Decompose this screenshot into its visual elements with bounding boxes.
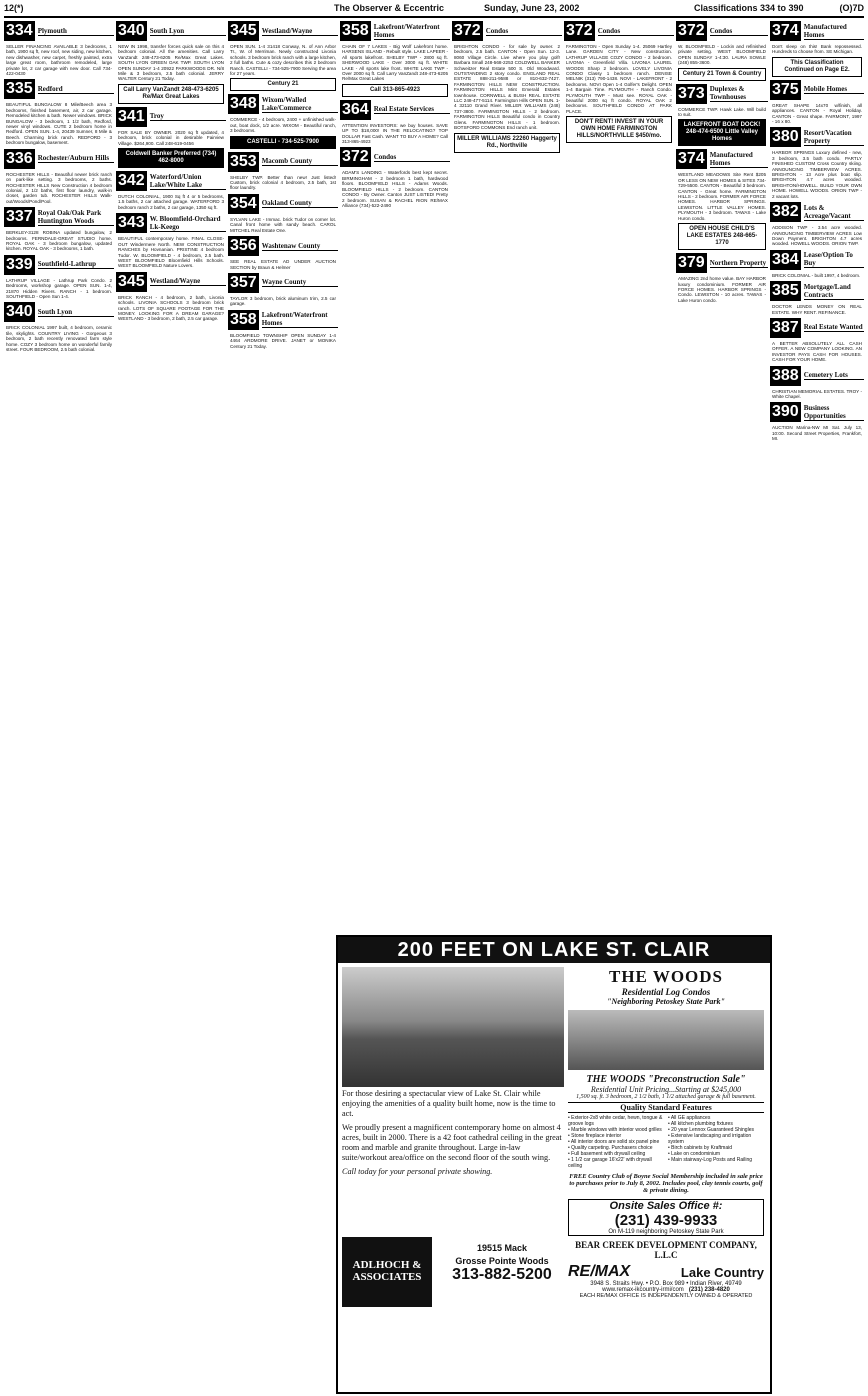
remax-office: Lake Country bbox=[680, 1264, 764, 1280]
listing-text: ROCHESTER HILLS - Beautiful newer brick ranch on park-like setting. 3 bedrooms, 2 baths. ROCHESTER HILLS New Construction 4 bedroom colonial, 2 1/2 baths, first floor laundry, walk-in closet, garden tub. ROCHESTER HILLS Walk-out/Woods/Pond/Pool. bbox=[6, 171, 112, 204]
classification-header bbox=[564, 20, 674, 42]
classification-header bbox=[770, 401, 864, 423]
classification-number: 364 bbox=[342, 100, 369, 118]
classified-column bbox=[228, 18, 338, 933]
classification-label: Lots & Acreage/Vacant bbox=[804, 204, 864, 221]
agent-logo bbox=[342, 1237, 432, 1307]
classification-label: Royal Oak/Oak Park Huntington Woods bbox=[38, 209, 114, 226]
classification-label: Manufactured Homes bbox=[710, 151, 768, 168]
classification-label: Lakefront/Waterfront Homes bbox=[374, 23, 450, 40]
classification-header bbox=[116, 271, 226, 293]
classification-label: Resort/Vacation Property bbox=[804, 129, 864, 146]
boxed-ad: Coldwell Banker Preferred (734) 462-8000 bbox=[118, 148, 224, 168]
lake-ad-copy bbox=[342, 1089, 564, 1177]
classification-label: Washtenaw County bbox=[262, 242, 338, 251]
sales-office-box bbox=[568, 1199, 764, 1236]
classification-label: Condos bbox=[598, 27, 674, 36]
classification-number: 372 bbox=[566, 22, 593, 39]
classification-number: 374 bbox=[772, 22, 799, 39]
paper-name: The Observer & Eccentric bbox=[334, 3, 445, 13]
listing-text: ADAM'S LANDING - Waterfords best kept secret. BIRMINGHAM - 2 bedroom 1 bath, hardwood floors. BLOOMFIELD HILLS - Adams Woods. BLOOMFIELD HILLS - 2 bedroom. CANTON CONDO - By Owner. Canton JUST LISTED! Pretty 2 bedroom. SUSAN & RACHEL RION RE/MAX Alliance (734)-522-2490 bbox=[342, 170, 448, 208]
classification-number: 375 bbox=[772, 80, 799, 98]
classification-header bbox=[770, 79, 864, 101]
classification-number: 345 bbox=[230, 22, 257, 39]
boxed-ad: Century 21 Town & Country bbox=[678, 68, 766, 81]
boxed-ad: MILLER WILLIAMS 22260 Haggerty Rd., Northville bbox=[454, 133, 560, 153]
classification-label: Lakefront/Waterfront Homes bbox=[262, 311, 338, 328]
classification-number: 358 bbox=[342, 22, 369, 39]
page-number-left: 12(*) bbox=[4, 3, 24, 13]
remax-note: EACH RE/MAX OFFICE IS INDEPENDENTLY OWNED & OPERATED bbox=[579, 1293, 753, 1299]
classification-label: Condos bbox=[710, 27, 768, 36]
classification-label: Westland/Wayne bbox=[262, 27, 338, 36]
classification-header bbox=[4, 301, 114, 323]
issue-date: Sunday, June 23, 2002 bbox=[484, 3, 580, 13]
woods-pricing-note: 1,500 sq. ft. 3 bedroom, 2 1/2 bath, 1 1/2 attached garage & full basement. bbox=[576, 1094, 756, 1100]
classification-number: 340 bbox=[6, 303, 33, 321]
classification-number: 353 bbox=[230, 152, 257, 170]
listing-text: LATHRUP VILLAGE - Lathrup Park Condo. 2 Bedrooms, workshop garage. OPEN SUN. 1-4, 21870 Hidden Rivers. RANCH - 1 bedroom. SOUTHFIELD - Open Sun 1-4. bbox=[6, 277, 112, 299]
features-list bbox=[568, 1115, 764, 1169]
classification-label: Macomb County bbox=[262, 157, 338, 166]
agent-name: ADLHOCH & ASSOCIATES bbox=[352, 1259, 422, 1283]
listing-text: AMAZING 2nd home value. BAY HARBOR luxury condominium. FORMER AIR FORCE HOMES. HARBOR SPRINGS - Condo. LEWISTON - 10 acres. TAWAS - Lake Huron condo. bbox=[678, 276, 766, 303]
classification-header bbox=[676, 252, 768, 274]
classification-header bbox=[340, 20, 450, 42]
classification-label: Westland/Wayne bbox=[150, 277, 226, 286]
classification-label: South Lyon bbox=[150, 27, 226, 36]
office-location: On M-119 neighboring Petoskey State Park bbox=[608, 1229, 724, 1235]
agent-phone: 313-882-5200 bbox=[452, 1266, 552, 1283]
classification-label: Oakland County bbox=[262, 199, 338, 208]
classification-number: 339 bbox=[6, 255, 33, 273]
listing-text: SYLVAN LAKE - Immac. brick Tudor on corner lot. Canal front home with sandy beach. CAROL MITCHEL Real Estate One. bbox=[230, 216, 336, 233]
listing-text: COMMERCE - 4 bedroom, 2400 + unfinished walk-out, boat dock, 1/2 acre. WIXOM - Beautiful ranch, 3 bedrooms. bbox=[230, 117, 336, 134]
classification-header bbox=[116, 212, 226, 234]
classification-header bbox=[676, 148, 768, 170]
classification-header bbox=[770, 201, 864, 223]
classification-number: 334 bbox=[6, 22, 33, 39]
feature-item: • Full basement with drywall ceiling bbox=[568, 1151, 646, 1157]
listing-text: DUTCH COLONIAL, 1900 Sq ft 4 or 5 bedrooms, 1.5 baths, 2 car attached garage. WATERFORD 3 bedroom ranch 2 baths, 2 car garage, 1350 sq ft. bbox=[118, 194, 224, 210]
classification-number: 345 bbox=[118, 272, 145, 290]
listing-text: GREAT SHAPE 14x70 w/finish, all appliances. CANTON - Royal Holiday. CANTON - Great shape. FAIRMONT, 1997 - 16 x 80. bbox=[772, 102, 862, 125]
classification-number: 372 bbox=[678, 22, 705, 39]
listing-text: BERKLEY-3128 ROBINA updated bungalow, 2 bedrooms. FERNDALE-GREAT STUDIO home. ROYAL OAK - 3 bedroom bungalow, updated kitchen. ROYAL OAK - 3 bedrooms, 1 bath. bbox=[6, 230, 112, 252]
classification-number: 372 bbox=[454, 22, 481, 39]
listing-text: BRIGHTON CONDO - for sale by owner. 2 bedroom, 2.5 bath. CANTON - Open Sun. 12-3. 8060 Village Circle. Live where you play golf! Barbara Small 248-568-2253 COLDWELL BANKER Schweitzer Real Estate 500 S. Old Woodward. OUTSTANDING 2 story condo. ENGLAND REAL ESTATE 888-211-9588 or 810-632-7427. FARMINGTON HILLS NEW CONSTRUCTION. FARMINGTON HILLS Mint Emerald Estates townhouse. CORNWELL & BUSH REAL ESTATE LLC 248-477-5114. Farmington Hills OPEN SUN. 1-4 32110 Grand River. MILLER WILLIAMS (248) 737-3800. FARMINGTON HILLS - 2 bedroom. FARMINGTON HILLS Beautiful condo in Country Glens. FARMINGTON HILLS - 1 bedroom. BOTSFORD COMMONS End ranch unit. bbox=[454, 44, 560, 131]
classification-number: 354 bbox=[230, 194, 257, 212]
feature-item: • All interior doors are solid six panel pine bbox=[568, 1139, 660, 1145]
classification-header bbox=[4, 254, 114, 276]
office-title: Onsite Sales Office #: bbox=[609, 1200, 723, 1212]
classified-column bbox=[116, 18, 226, 1392]
classification-number: 336 bbox=[6, 149, 33, 167]
classification-header bbox=[4, 20, 114, 42]
boxed-ad: Century 21 bbox=[230, 78, 336, 91]
classification-header bbox=[770, 365, 864, 387]
listing-text: SEE REAL ESTATE AD UNDER AUCTION SECTION by Braun & Helmer bbox=[230, 259, 336, 270]
section-range: Classifications 334 to 390 bbox=[694, 3, 804, 13]
listing-text: BEAUTIFUL contemporary home. FINAL CLOSE-OUT Windermere North. NEW CONSTRUCTION RANCHES by Hovnanian. PRISTINE 4 bedroom Tudor. W. BLOOMFIELD - 4 bedroom, 2.5 bath. WEST BLOOMFIELD Bloomfield Hills Schools. WEST BLOOMFIELD Nature Lovers. bbox=[118, 236, 224, 269]
classification-header bbox=[228, 309, 338, 331]
listing-text: WESTLAND MEADOWS Site Rent $205 OR LESS ON NEW HOMES & SITES 734-729-5500. CANTON - Beautiful 3 bedroom. CANTON - Great home. FARMINGTON HILLS - 2 bedroom. FORMER AIR FORCE HOMES. HARBOR SPRINGS. LEWISTON. LITTLE VALLEY HOMES. PLYMOUTH - 3 bedroom. TAWAS - Lake Huron condo. bbox=[678, 172, 766, 221]
listing-text: HARBOR SPRINGS Luxury defined - new, 3 bedroom, 3.5 bath condo. PARTLY FINISHED CUSTOM Cross Country skiing. ANNOUNCING TIMBERVIEW ACRES. BRIGHTON - 13 Acre plus boat slip. BRIGHTON 4.7 acres wooded. BRIGHTON/HOWELL. BUILD YOUR OWN HOME. HOWELL WOODS. ORION TWP - 2 vacant lots. bbox=[772, 150, 862, 199]
address-line: 19515 Mack bbox=[476, 1243, 528, 1253]
classification-number: 341 bbox=[118, 107, 145, 125]
classification-header bbox=[340, 99, 450, 121]
classification-header bbox=[770, 20, 864, 42]
lake-ad-address bbox=[442, 1242, 562, 1281]
classification-number: 343 bbox=[118, 214, 145, 232]
boxed-ad: Call Larry VanZandt 248-473-6205 Re/Max Great Lakes bbox=[118, 84, 224, 104]
remax-block bbox=[568, 1263, 764, 1281]
classification-number: 335 bbox=[6, 80, 33, 98]
listing-text: BLOOMFIELD TOWNSHIP OPEN SUNDAY 1-4 4464 ARDMORE DRIVE. JANET or MONIKA Century 21 Today. bbox=[230, 332, 336, 349]
boxed-ad: OPEN HOUSE CHILD'S LAKE ESTATES 248-665-1770 bbox=[678, 223, 766, 250]
boxed-ad: CASTELLI - 734-525-7900 bbox=[230, 136, 336, 149]
feature-item: • Exterior-2x8 white cedar, hewn, tongue & groove logs bbox=[568, 1115, 663, 1127]
classification-number: 374 bbox=[678, 150, 705, 168]
classified-column bbox=[4, 18, 114, 1392]
feature-item: • Extensive landscaping and irrigation system bbox=[668, 1133, 752, 1145]
listing-text: BRICK COLONIAL 1997 built, 4 bedroom, ceramic tile, skylights. COUNTRY LIVING - Gorgeous 3 bedroom, 2 bath recently renovated farm style home. COZY 3 bedroom home on wonderful family street. FOUR BEDROOM, 2.5 bath colonial. bbox=[6, 325, 112, 352]
listing-text: W. BLOOMFIELD - Lockin and refinished private setting. WEST BLOOMFIELD OPEN SUNDAY 1-4:30. LAURA SOWLE (248) 855-3600. bbox=[678, 44, 766, 66]
listing-text: NEW IN 1998, transfer forces quick sale on this 4 bedroom colonial. All the amenities. Call Larry VanZandt 248-473-6205 Re/Max Great Lakes. SOUTH LYON GREEN OAK TWP. SOUTH LYON OPEN SUNDAY 1-4 20922 PARKWOODS DR. N/8 Mile & 3 bedroom, 2.5 bath colonial. JERRY WALTER Century 21 Today. bbox=[118, 44, 224, 82]
classification-header bbox=[228, 93, 338, 115]
listing-text: SELLER FINANCING AVAILABLE 3 bedrooms, 1 bath, 1900 sq ft, new roof, new siding, new kitchen, new dishwasher, new carpet, freshly painted, extra large great room, bathroom remodeled, large private lot, 2 car garage with new door. Call 734-422-0430 bbox=[6, 44, 112, 77]
listing-text: OPEN SUN. 1-4 31418 Conway, N. of Ann Arbor Tr., W. of Merriman. Newly constructed Livonia schools. 3 bedroom brick ranch with a large kitchen, 2 full baths. Cute & cozy describes this 2 bedroom Ranch. CASTELLI - 734-525-7900 Serving the area for 27 years. bbox=[230, 44, 336, 77]
display-ad-area bbox=[336, 935, 772, 1394]
classification-number: 388 bbox=[772, 366, 799, 384]
classification-number: 385 bbox=[772, 282, 799, 300]
listing-text: A BETTER ABSOLUTELY ALL CASH OFFER. A NEW COMPANY LOOKING. AN INVESTOR PAYS CASH FOR HOUSES. CASH FOR YOUR HOME. bbox=[772, 340, 862, 363]
classification-number: 384 bbox=[772, 250, 799, 268]
classification-number: 373 bbox=[678, 84, 705, 102]
listing-text: BRICK RANCH - 4 bedroom, 2 bath, Livonia schools. LIVONIA SCHOOLS 3 bedroom brick ranch. LOTS OF SQUARE FOOTAGE FOR THE MONEY. LOOKING FOR A DREAM GARAGE? WESTLAND - 3 bedroom, 2 bath, 2.5 car garage. bbox=[118, 294, 224, 322]
classification-header bbox=[116, 106, 226, 128]
feature-item: • 1 1/2 car garage 16'x22' with drywall ceiling bbox=[568, 1157, 652, 1169]
classification-header bbox=[4, 148, 114, 170]
classification-label: Rochester/Auburn Hills bbox=[38, 154, 114, 163]
classified-column bbox=[676, 18, 768, 933]
listing-text: CHRISTIAN MEMORIAL ESTATES. TROY - White Chapel. bbox=[772, 388, 862, 399]
boxed-ad: DON'T RENT! INVEST IN YOUR OWN HOME FARMINGTON HILLS/NORTHVILLE $450/mo. bbox=[566, 116, 672, 143]
classification-number: 380 bbox=[772, 128, 799, 146]
classification-header bbox=[4, 78, 114, 100]
classification-label: Troy bbox=[150, 112, 226, 121]
listing-text: FARMINGTON - Open Sunday 1-4. 25069 Hartley Lane. GARDEN CITY - New construction. LATHRUP VILLAGE COZY CONDO - 2 bedroom. LIVONIA - Greenfield Villa. LIVONIA LAUREL WOODS Sharp 2 bedroom. LOVELY LIVONIA CONDO Classy 1 bedroom ranch. DENISE MELNIK (313) 790-1438. NOVI - LAKEFRONT - 2 bedrooms. NOVI Open 1-4 Golfer's Delight. OPEN 1-4 Bargain Time. PLYMOUTH - Ranch Condo. PLYMOUTH TWP - Must see. ROYAL OAK - beautiful 2000 sq ft condo. ROYAL OAK 2 bedrooms. SOUTHFIELD CONDO AT PARK PLACE. bbox=[566, 44, 672, 114]
classification-label: Real Estate Services bbox=[374, 105, 450, 114]
classification-label: Waterford/Union Lake/White Lake bbox=[150, 173, 226, 190]
classification-number: 357 bbox=[230, 273, 257, 291]
boxed-ad: LAKEFRONT BOAT DOCK! 248-474-6500 Little Valley Homes bbox=[678, 119, 766, 146]
web-link[interactable]: www.remax-ikcountry-irmi/com bbox=[602, 1287, 684, 1293]
classification-header bbox=[228, 235, 338, 257]
feature-item: • 20 year Lennox Guaranteed Shingles bbox=[668, 1127, 754, 1133]
feature-item: • All kitchen plumbing fixtures bbox=[668, 1121, 733, 1127]
classified-column bbox=[452, 18, 562, 933]
woods-pricing: Residential Unit Pricing...Starting at $245,000 bbox=[590, 1085, 742, 1094]
classification-header bbox=[770, 317, 864, 339]
woods-subtitle-2: "Neighboring Petoskey State Park" bbox=[607, 997, 725, 1006]
masthead bbox=[4, 2, 864, 18]
page-number-right: (O)7D bbox=[839, 3, 864, 13]
classification-number: 387 bbox=[772, 318, 799, 336]
listing-text: DOCTOR LENDS MONEY ON REAL ESTATE. WHY RENT. REFINANCE. bbox=[772, 304, 862, 315]
feature-item: • Birch cabinets by Kraftmaid bbox=[668, 1145, 732, 1151]
classification-label: South Lyon bbox=[38, 308, 114, 317]
classification-header bbox=[116, 170, 226, 192]
classification-header bbox=[228, 20, 338, 42]
classification-number: 340 bbox=[118, 22, 145, 39]
listing-text: FOR SALE BY OWNER. 2020 sq ft updated, 4 bedroom, brick colonial in desirable Fairview Village. $264,900. Call 248-619-0456 bbox=[118, 129, 224, 146]
office-phone: (231) 439-9933 bbox=[614, 1212, 718, 1229]
classification-number: 390 bbox=[772, 403, 799, 421]
classification-label: Business Opportunities bbox=[804, 404, 864, 421]
classification-header bbox=[228, 272, 338, 294]
lake-ad-paragraph: We proudly present a magnificent contemporary home on almost 4 acres, built in 2000. There is a 42 foot cathedral ceiling in the great room and marble and granite throughout. Large in-law suite/workout area/office on the second floor of the south wing. bbox=[342, 1123, 562, 1162]
classification-number: 372 bbox=[342, 148, 369, 166]
listing-text: ATTENTION INVESTORS: we buy houses. SAVE UP TO $18,000! IN THE RELOCATING? TOP DOLLAR Fast Cash. WANT TO BUY A HOME? Call 313-865-4923 bbox=[342, 122, 448, 145]
classification-label: Southfield-Lathrup bbox=[38, 260, 114, 269]
classification-header bbox=[770, 126, 864, 148]
classified-column bbox=[564, 18, 674, 933]
woods-subtitle: Residential Log Condos bbox=[621, 987, 711, 997]
classification-header bbox=[770, 280, 864, 302]
features-heading: Quality Standard Features bbox=[568, 1102, 764, 1113]
classified-column bbox=[340, 18, 450, 933]
listing-text: BEAUTIFUL BUNGALOW 8 Mile/Beech area 3 bedrooms, finished basement, air, 2 car garage. Remodeled kitchen & bath. Newer windows. BRICK BUNGALOW - 3 bedroom, 1 1/2 bath, Redford, newer vinyl windows. CUTE 2 bedroom home in Redford. OPEN SUN. 1-4, 20439 Sumner, 8 Mile & Beech. Charming brick ranch. REDFORD - 3 bedroom bungalow, basement. bbox=[6, 102, 112, 146]
classification-label: Condos bbox=[374, 153, 450, 162]
lake-house-photo bbox=[342, 967, 564, 1087]
classification-label: Mortgage/Land Contracts bbox=[804, 283, 864, 300]
classification-header bbox=[4, 206, 114, 228]
log-condo-photo bbox=[568, 1010, 764, 1070]
woods-preconstruction: THE WOODS "Preconstruction Sale" bbox=[586, 1074, 746, 1085]
boxed-ad: Call 313-865-4923 bbox=[342, 84, 448, 97]
listing-text: Don't sleep on this! Bank repossessed. Hundreds to choose from. SE Michigan. bbox=[772, 44, 862, 55]
classification-label: Wayne County bbox=[262, 278, 338, 287]
listing-text: ADDISON TWP - 3.54 acre wooded. ANNOUNCING TIMBERVIEW ACRES Low Down Payment. BRIGHTON 4.7 acres wooded. HOWELL WOODS. ORION TWP. bbox=[772, 225, 862, 247]
listing-text: SHELBY TWP. Better than new! Just listed! Custom, brick colonial 4 bedroom, 2.5 bath, 1st floor laundry. bbox=[230, 174, 336, 191]
lake-ad-paragraph: For those desiring a spectacular view of Lake St. Clair while enjoying the amenities of a quality built home, now is the time to act. bbox=[342, 1089, 556, 1118]
classification-header bbox=[116, 20, 226, 42]
classification-label: Plymouth bbox=[38, 27, 114, 36]
classification-label: Lease/Option To Buy bbox=[804, 251, 864, 268]
classification-number: 379 bbox=[678, 254, 705, 272]
remax-phone: (231) 238-4820 bbox=[688, 1287, 730, 1293]
classification-header bbox=[770, 249, 864, 271]
classification-label: Northern Property bbox=[709, 258, 767, 267]
listing-text: TAYLOR 3 bedroom, brick aluminum trim, 2.5 car garage. bbox=[230, 295, 336, 307]
remax-logo: RE/MAX bbox=[568, 1263, 631, 1280]
listing-text: BRICK COLONIAL - built 1997, 4 bedroom. bbox=[772, 272, 861, 278]
feature-item: • Main stairway-Log Posts and Railing bbox=[668, 1157, 753, 1163]
feature-item: • Quality carpeting. Purchasers choice bbox=[568, 1145, 653, 1151]
address-line: Grosse Pointe Woods bbox=[455, 1256, 549, 1266]
classification-label: Wixom/Walled Lake/Commerce bbox=[262, 96, 338, 113]
classification-label: Duplexes & Townhouses bbox=[710, 85, 768, 102]
lake-ad-call: Call today for your personal private showing. bbox=[342, 1167, 493, 1176]
developer-name: BEAR CREEK DEVELOPMENT COMPANY, L.L.C bbox=[575, 1240, 757, 1260]
classified-column bbox=[770, 18, 864, 1338]
classification-header bbox=[676, 83, 768, 105]
woods-title: THE WOODS bbox=[608, 967, 724, 986]
feature-item: • Lake on condominium bbox=[668, 1151, 721, 1157]
classification-label: Condos bbox=[486, 27, 562, 36]
classification-header bbox=[676, 20, 768, 42]
the-woods-ad bbox=[568, 967, 764, 1387]
classification-number: 358 bbox=[230, 310, 257, 328]
feature-item: • Marble windows with interior wood grilles bbox=[568, 1127, 662, 1133]
listing-text: AUCTION Marina-NW MI Sat. July 13, 10:00. Second Street Properties, Frankfort, MI. bbox=[772, 425, 862, 442]
classification-label: Real Estate Wanted bbox=[803, 323, 863, 332]
classification-number: 342 bbox=[118, 172, 145, 190]
remax-address: 3948 S. Straits Hwy. • P.O. Box 989 • Indian River, 49749 bbox=[590, 1281, 742, 1287]
classification-label: W. Bloomfield-Orchard Lk-Keego bbox=[150, 215, 226, 232]
classification-number: 348 bbox=[230, 95, 257, 113]
boxed-ad: This Classification Continued on Page E2. bbox=[772, 57, 862, 77]
classification-number: 337 bbox=[6, 208, 33, 226]
classification-label: Manufactured Homes bbox=[804, 23, 864, 40]
classification-label: Cemetery Lots bbox=[804, 371, 864, 380]
classification-number: 382 bbox=[772, 203, 799, 221]
classification-header bbox=[228, 193, 338, 215]
classification-label: Redford bbox=[38, 85, 114, 94]
feature-item: • All GE appliances bbox=[668, 1115, 711, 1121]
feature-item: • Stone fireplace interior bbox=[568, 1133, 622, 1139]
classification-header bbox=[340, 146, 450, 168]
golf-membership: FREE Country Club of Boyne Social Membership included in sale price to purchases prior to July 8, 2002. Includes pool, clay tennis courts, golf & private dining. bbox=[569, 1173, 763, 1194]
classification-header bbox=[452, 20, 562, 42]
classification-header bbox=[228, 151, 338, 173]
lake-ad-banner: 200 FEET ON LAKE ST. CLAIR bbox=[338, 937, 770, 963]
classification-number: 356 bbox=[230, 237, 257, 255]
listing-text: COMMERCE TWP. Hawk Lake. Will build to suit. bbox=[678, 106, 766, 118]
classification-label: Mobile Homes bbox=[804, 85, 864, 94]
listing-text: CHAIN OF 7 LAKES - Big Wolf Lakefront home. HARSENS ISLAND - Rebuilt style. LAKE LAPEER - All sports lakefront. SHELBY TWP - 2800 sq ft. SHERWOOD LAKE - Over 3000 sq ft. WHITE LAKE - All sports lake front. WHITE LAKE TWP - Over 2000 sq ft. Call Larry VanZandt 248-473-6205 Re/Max Great Lakes bbox=[342, 44, 448, 82]
